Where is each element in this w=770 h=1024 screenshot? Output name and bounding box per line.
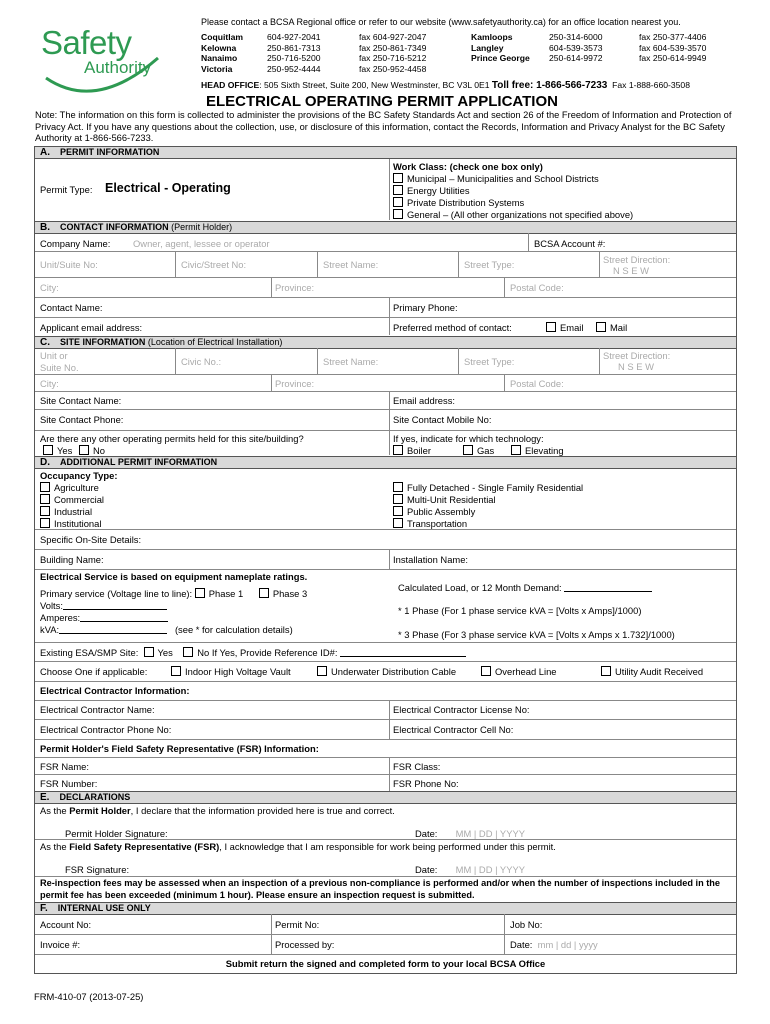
fsr-class-label: FSR Class: (393, 761, 441, 772)
site-street-direction-field[interactable]: Street Direction: (603, 350, 671, 361)
checkbox[interactable] (40, 518, 50, 528)
checkbox[interactable] (393, 445, 403, 455)
checkbox[interactable] (40, 482, 50, 492)
site-postal-field[interactable]: Postal Code: (510, 378, 564, 389)
checkbox[interactable] (546, 322, 556, 332)
office-phone: 250-861-7313 (267, 42, 321, 53)
section-c-header: C. SITE INFORMATION (Location of Electrical Installation) (35, 336, 736, 349)
work-class-private[interactable]: Private Distribution Systems (393, 197, 524, 208)
section-d-header: D. ADDITIONAL PERMIT INFORMATION (35, 456, 736, 469)
account-no-label: Account No: (40, 919, 92, 930)
other-permits-yes[interactable]: Yes (43, 445, 72, 456)
office-phone: 604-927-2041 (267, 32, 321, 42)
ec-phone-label: Electrical Contractor Phone No: (40, 724, 172, 735)
volts-field[interactable]: Volts: (40, 600, 167, 611)
occupancy-industrial[interactable]: Industrial (40, 506, 92, 517)
ec-name-label: Electrical Contractor Name: (40, 704, 155, 715)
office-phone: 250-716-5200 (267, 53, 321, 63)
checkbox[interactable] (393, 197, 403, 207)
section-a-header: A. PERMIT INFORMATION (35, 147, 736, 159)
processed-by-label: Processed by: (275, 939, 335, 950)
office-fax: fax 250-377-4406 (639, 32, 707, 42)
site-mobile-label: Site Contact Mobile No: (393, 414, 492, 425)
section-b-header: B. CONTACT INFORMATION (Permit Holder) (35, 221, 736, 234)
site-suite-label: Suite No. (40, 362, 79, 373)
preferred-contact-label: Preferred method of contact: (393, 322, 512, 333)
calculated-load-field[interactable]: Calculated Load, or 12 Month Demand: (398, 582, 652, 593)
checkbox[interactable] (393, 494, 403, 504)
company-name-label: Company Name: (40, 238, 111, 249)
checkbox[interactable] (393, 209, 403, 219)
street-name-field[interactable]: Street Name: (323, 259, 379, 270)
site-unit-field[interactable]: Unit or (40, 350, 68, 361)
company-name-input[interactable]: Owner, agent, lessee or operator (133, 238, 270, 249)
site-contact-phone-label: Site Contact Phone: (40, 414, 124, 425)
technology-boiler[interactable]: Boiler (393, 445, 431, 456)
site-contact-name-label: Site Contact Name: (40, 395, 122, 406)
office-fax: fax 250-952-4458 (359, 63, 427, 74)
fsr-name-label: FSR Name: (40, 761, 89, 772)
application-form (34, 146, 737, 974)
amperes-field[interactable]: Amperes: (40, 612, 168, 623)
phase3-checkbox[interactable] (259, 588, 269, 598)
checkbox[interactable] (463, 445, 473, 455)
fsr-number-label: FSR Number: (40, 778, 98, 789)
fsr-info-label: Permit Holder's Field Safety Representative (FSR) Information: (40, 743, 319, 754)
form-number: FRM-410-07 (2013-07-25) (34, 991, 144, 1002)
office-fax: fax 250-861-7349 (359, 42, 427, 53)
contact-email-option[interactable]: Email (546, 322, 583, 333)
existing-no-checkbox[interactable] (183, 647, 193, 657)
checkbox[interactable] (393, 482, 403, 492)
page-title: ELECTRICAL OPERATING PERMIT APPLICATION (206, 93, 558, 110)
office-city: Kelowna (201, 42, 237, 53)
choice-underwater-cable[interactable]: Underwater Distribution Cable (317, 666, 456, 677)
invoice-label: Invoice #: (40, 939, 81, 950)
occupancy-transportation[interactable]: Transportation (393, 518, 467, 529)
internal-date[interactable]: Date: mm | dd | yyyy (510, 939, 598, 950)
choice-overhead-line[interactable]: Overhead Line (481, 666, 557, 677)
specific-details-label: Specific On-Site Details: (40, 534, 142, 545)
choose-one-label: Choose One if applicable: (40, 666, 148, 677)
street-direction-field[interactable]: Street Direction: (603, 254, 671, 265)
service-note: Electrical Service is based on equipment nameplate ratings. (40, 571, 308, 582)
office-phone: 604-539-3573 (549, 42, 603, 53)
fsr-date[interactable]: Date: MM | DD | YYYY (415, 864, 525, 875)
office-city: Coquitlam (201, 32, 244, 42)
logo-line2: Authority (84, 58, 152, 77)
reinspection-notice: Re-inspection fees may be assessed when an inspection of a previous non-compliance is performed and/or when the number of inspections included in the permit fee has been exceeded (minimum 1 hour). Please ensure an inspection request is submitted. (40, 878, 721, 900)
site-city-field[interactable]: City: (40, 378, 59, 389)
head-office: HEAD OFFICE: 505 Sixth Street, Suite 200, New Westminster, BC V3L 0E1 Toll free: 1-866-566-7233 Fax 1-888-660-3508 (201, 80, 690, 91)
other-permits-question: Are there any other operating permits held for this site/building? (40, 433, 304, 444)
occupancy-single-family[interactable]: Fully Detached - Single Family Residential (393, 482, 583, 493)
work-class-label: Work Class: (check one box only) (393, 161, 543, 172)
permit-holder-date[interactable]: Date: MM | DD | YYYY (415, 828, 525, 839)
technology-gas[interactable]: Gas (463, 445, 494, 456)
primary-service-label: Primary service (Voltage line to line): Phase 1 Phase 3 (40, 588, 308, 599)
choice-indoor-vault[interactable]: Indoor High Voltage Vault (171, 666, 291, 677)
section-e-header: E. DECLARATIONS (35, 791, 736, 804)
office-city: Prince George (471, 53, 530, 63)
occupancy-multi-unit[interactable]: Multi-Unit Residential (393, 494, 496, 505)
building-name-label: Building Name: (40, 554, 104, 565)
one-phase-formula: * 1 Phase (For 1 phase service kVA = [Volts x Amps]/1000) (398, 605, 642, 616)
technology-elevating[interactable]: Elevating (511, 445, 564, 456)
direction-letters: N S E W (618, 361, 654, 372)
toll-free: Toll free: 1-866-566-7233 (491, 80, 608, 91)
site-street-type-field[interactable]: Street Type: (464, 356, 515, 367)
office-fax: fax 604-539-3570 (639, 42, 707, 53)
ec-info-label: Electrical Contractor Information: (40, 685, 190, 696)
checkbox[interactable] (40, 494, 50, 504)
fsr-phone-label: FSR Phone No: (393, 778, 459, 789)
office-phone: 250-314-6000 (549, 32, 603, 42)
logo-line1: Safety (41, 24, 132, 61)
checkbox[interactable] (393, 185, 403, 195)
installation-name-label: Installation Name: (393, 554, 469, 565)
submit-instruction: Submit return the signed and completed form to your local BCSA Office (225, 958, 546, 969)
three-phase-formula: * 3 Phase (For 3 phase service kVA = [Volts x Amps x 1.732]/1000) (398, 629, 675, 640)
technology-question: If yes, indicate for which technology: (393, 433, 544, 444)
checkbox[interactable] (481, 666, 491, 676)
ec-cell-label: Electrical Contractor Cell No: (393, 724, 514, 735)
existing-yes-checkbox[interactable] (144, 647, 154, 657)
office-phone: 250-952-4444 (267, 63, 321, 74)
job-no-label: Job No: (510, 919, 543, 930)
province-field[interactable]: Province: (275, 282, 315, 293)
office-fax: fax 250-614-9949 (639, 53, 707, 63)
phase1-checkbox[interactable] (195, 588, 205, 598)
fsr-declaration: As the Field Safety Representative (FSR), I acknowledge that I am responsible for work being performed under this permit. (40, 841, 556, 852)
existing-esa-row: Existing ESA/SMP Site: Yes No If Yes, Provide Reference ID#: (40, 647, 466, 658)
permit-type-value: Electrical - Operating (105, 181, 231, 195)
occupancy-institutional[interactable]: Institutional (40, 518, 101, 529)
civic-street-field[interactable]: Civic/Street No: (181, 259, 247, 270)
checkbox[interactable] (79, 445, 89, 455)
site-province-field[interactable]: Province: (275, 378, 315, 389)
occupancy-type-label: Occupancy Type: (40, 470, 118, 481)
choice-utility-audit[interactable]: Utility Audit Received (601, 666, 703, 677)
office-fax: fax 250-716-5212 (359, 53, 427, 63)
office-phone: 250-614-9972 (549, 53, 603, 63)
street-type-field[interactable]: Street Type: (464, 259, 515, 270)
checkbox[interactable] (393, 518, 403, 528)
work-class-municipal[interactable]: Municipal – Municipalities and School Districts (393, 173, 599, 184)
city-field[interactable]: City: (40, 282, 59, 293)
occupancy-agriculture[interactable]: Agriculture (40, 482, 99, 493)
unit-suite-field[interactable]: Unit/Suite No: (40, 259, 98, 270)
fsr-signature[interactable]: FSR Signature: (65, 864, 130, 875)
checkbox[interactable] (511, 445, 521, 455)
checkbox[interactable] (601, 666, 611, 676)
occupancy-public-assembly[interactable]: Public Assembly (393, 506, 475, 517)
contact-mail-option[interactable]: Mail (596, 322, 627, 333)
section-f-header: F. INTERNAL USE ONLY (35, 902, 736, 915)
permit-holder-signature[interactable]: Permit Holder Signature: (65, 828, 168, 839)
office-city: Nanaimo (201, 53, 238, 63)
permit-no-label: Permit No: (275, 919, 320, 930)
ec-license-label: Electrical Contractor License No: (393, 704, 530, 715)
primary-phone-label: Primary Phone: (393, 302, 458, 313)
postal-code-field[interactable]: Postal Code: (510, 282, 564, 293)
site-email-label: Email address: (393, 395, 456, 406)
office-city: Langley (471, 42, 504, 53)
permit-holder-declaration: As the Permit Holder, I declare that the information provided here is true and correct. (40, 805, 395, 816)
checkbox[interactable] (317, 666, 327, 676)
office-city: Kamloops (471, 32, 513, 42)
checkbox[interactable] (171, 666, 181, 676)
other-permits-no[interactable]: No (79, 445, 105, 456)
bcsa-account-label: BCSA Account #: (534, 238, 606, 249)
contact-line: Please contact a BCSA Regional office or refer to our website (www.safetyauthority.ca) for an office location nearest you. (201, 17, 681, 27)
work-class-energy[interactable]: Energy Utilities (393, 185, 470, 196)
contact-name-label: Contact Name: (40, 302, 103, 313)
work-class-general[interactable]: General – (All other organizations not specified above) (393, 209, 633, 220)
checkbox[interactable] (393, 173, 403, 183)
safety-authority-logo (36, 20, 166, 100)
head-fax: Fax 1-888-660-3508 (612, 80, 690, 90)
applicant-email-label: Applicant email address: (40, 322, 143, 333)
kva-field[interactable]: kVA: (see * for calculation details) (40, 624, 293, 635)
checkbox[interactable] (596, 322, 606, 332)
permit-type-label: Permit Type: (40, 184, 93, 195)
checkbox[interactable] (40, 506, 50, 516)
checkbox[interactable] (393, 506, 403, 516)
site-street-name-field[interactable]: Street Name: (323, 356, 379, 367)
direction-letters: N S E W (613, 265, 649, 276)
privacy-note: Note: The information on this form is collected to administer the provisions of the BC Safety Standards Act and section 26 of the Freedom of Information and Protection of Privacy Act. If you have any questions about the collection, use, or disclosure of this information, contact the Records, Information and Privacy Analyst for the BC Safety Authority at 1-866-566-7233. (35, 110, 732, 144)
checkbox[interactable] (43, 445, 53, 455)
occupancy-commercial[interactable]: Commercial (40, 494, 104, 505)
office-fax: fax 604-927-2047 (359, 32, 427, 42)
office-city: Victoria (201, 63, 233, 74)
site-civic-field[interactable]: Civic No.: (181, 356, 222, 367)
